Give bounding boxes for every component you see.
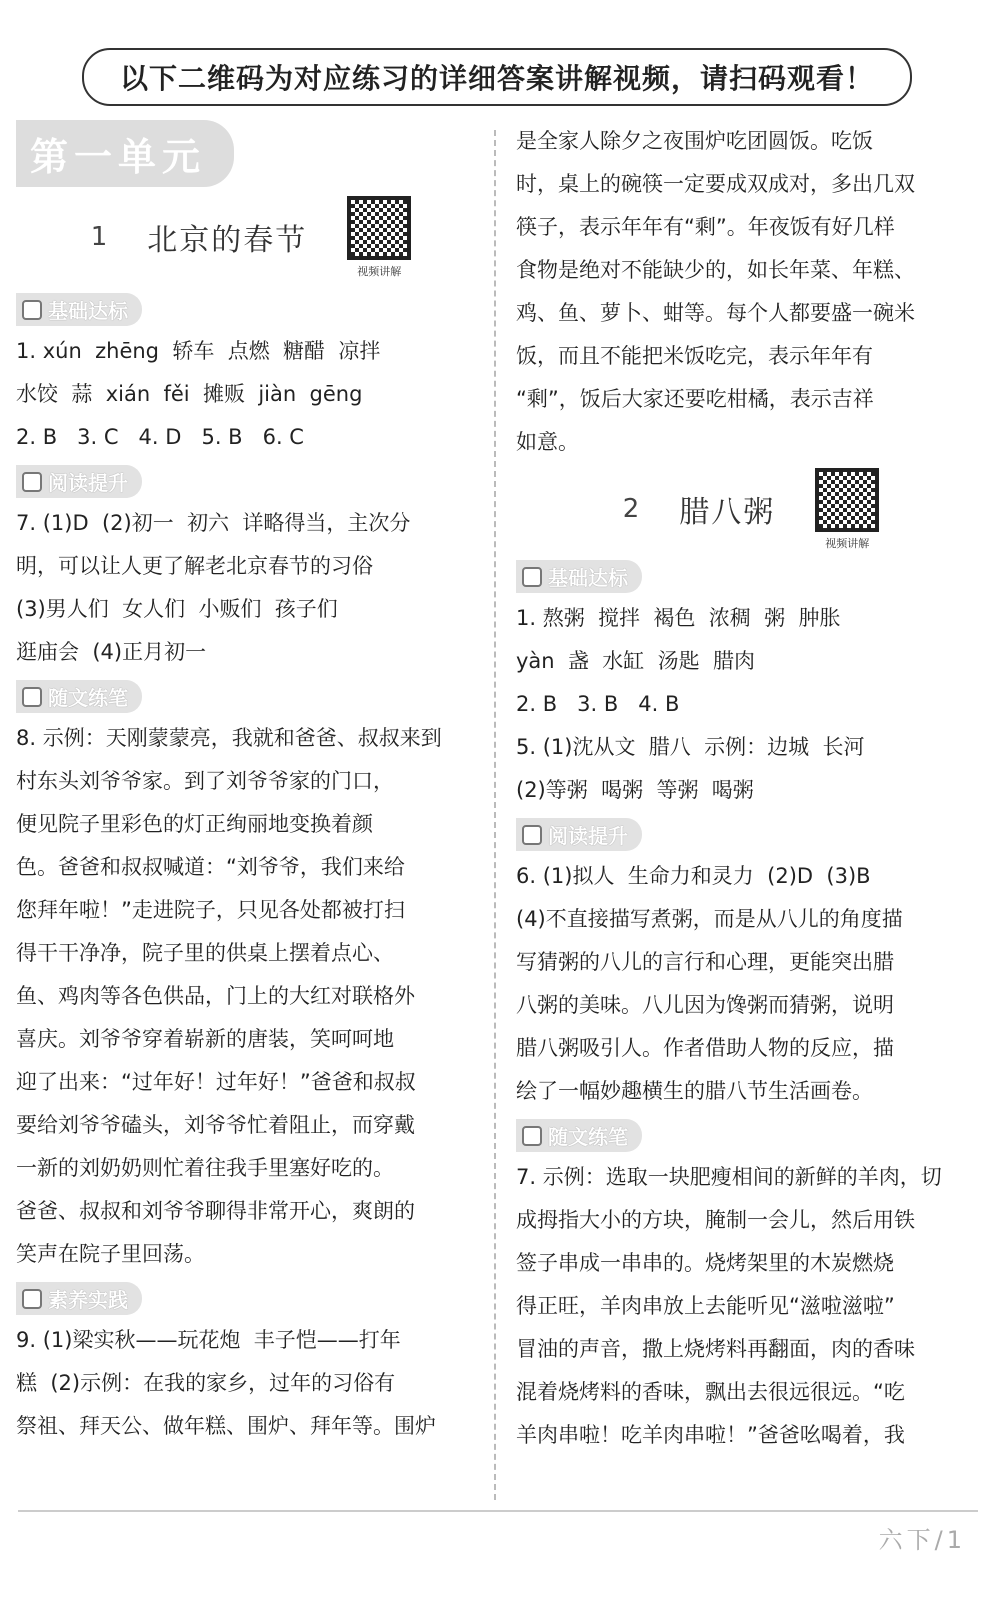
answer-line: 八粥的美味。八儿因为馋粥而猜粥，说明 (516, 993, 894, 1017)
answer-line: 签子串成一串串的。烧烤架里的木炭燃烧 (516, 1251, 894, 1275)
answer-line: 2. B 3. C 4. D 5. B 6. C (16, 425, 304, 449)
reading-icon (22, 472, 42, 492)
answer-line: 得干干净净，院子里的供桌上摆着点心、 (16, 941, 394, 965)
qr-caption: 视频讲解 (825, 536, 870, 550)
answer-line: 冒油的声音，撒上烧烤料再翻面，肉的香味 (516, 1337, 915, 1361)
answer-line: 绘了一幅妙趣横生的腊八节生活画卷。 (516, 1079, 873, 1103)
section-tag: 阅读提升 (516, 818, 642, 851)
qr-code[interactable] (347, 196, 411, 279)
banner: 以下二维码为对应练习的详细答案讲解视频，请扫码观看！ (82, 48, 912, 106)
answer-line: 逛庙会 (4)正月初一 (16, 640, 207, 664)
lesson-1-header (16, 187, 486, 287)
answer-line: (3)男人们 女人们 小贩们 孩子们 (16, 597, 338, 621)
answer-line: 如意。 (516, 430, 579, 454)
answer-line: 水饺 蒜 xián fěi 摊贩 jiàn gēng (16, 382, 363, 406)
bulb-icon (22, 1289, 42, 1309)
answer-line: 迎了出来：“过年好！过年好！”爸爸和叔叔 (16, 1070, 416, 1094)
lesson-number: 2 (622, 494, 640, 524)
qr-code[interactable] (815, 468, 879, 551)
answer-line: 1. 熬粥 搅拌 褐色 浓稠 粥 肿胀 (516, 606, 841, 630)
book-icon (22, 300, 42, 320)
lesson-title: 腊八粥 (679, 495, 776, 530)
answer-line: 祭祖、拜天公、做年糕、围炉、拜年等。围炉 (16, 1414, 436, 1438)
pen-icon (522, 1126, 542, 1146)
section-tag: 基础达标 (516, 560, 642, 593)
answer-line: 7. 示例：选取一块肥瘦相间的新鲜的羊肉，切 (516, 1165, 942, 1189)
page-number: 六下/1 (878, 1526, 966, 1554)
answer-line: (4)不直接描写煮粥，而是从八儿的角度描 (516, 907, 903, 931)
answer-line: 8. 示例：天刚蒙蒙亮，我就和爸爸、叔叔来到 (16, 726, 442, 750)
lesson-number: 1 (90, 222, 108, 252)
qr-code-icon (347, 196, 411, 260)
answer-line: 6. (1)拟人 生命力和灵力 (2)D (3)B (516, 864, 871, 888)
answer-line: 鱼、鸡肉等各色供品，门上的大红对联格外 (16, 984, 415, 1008)
answer-line: 羊肉串啦！吃羊肉串啦！”爸爸吆喝着，我 (516, 1423, 905, 1447)
section-tag: 随文练笔 (516, 1119, 642, 1152)
answer-line: 得正旺，羊肉串放上去能听见“滋啦滋啦” (516, 1294, 895, 1318)
unit-title: 第一单元 (16, 120, 234, 187)
answer-line: 糕 (2)示例：在我的家乡，过年的习俗有 (16, 1371, 396, 1395)
answer-line: 腊八粥吸引人。作者借助人物的反应，描 (516, 1036, 894, 1060)
answer-line: 鸡、鱼、萝卜、蚶等。每个人都要盛一碗米 (516, 301, 915, 325)
answer-line: 写猜粥的八儿的言行和心理，更能突出腊 (516, 950, 894, 974)
answer-line: 5. (1)沈从文 腊八 示例：边城 长河 (516, 735, 865, 759)
answer-line: 2. B 3. B 4. B (516, 692, 680, 716)
answer-line: “剩”，饭后大家还要吃柑橘，表示吉祥 (516, 387, 874, 411)
answer-line: 时，桌上的碗筷一定要成双成对，多出几双 (516, 172, 915, 196)
answer-line: 您拜年啦！”走进院子，只见各处都被打扫 (16, 898, 405, 922)
lesson-2-header (516, 464, 986, 554)
answer-line: 成拇指大小的方块，腌制一会儿，然后用铁 (516, 1208, 915, 1232)
answer-line: 一新的刘奶奶则忙着往我手里塞好吃的。 (16, 1156, 394, 1180)
lesson-title: 北京的春节 (147, 223, 308, 258)
answer-line: 色。爸爸和叔叔喊道：“刘爷爷，我们来给 (16, 855, 405, 879)
section-tag: 阅读提升 (16, 465, 142, 498)
answer-line: 笑声在院子里回荡。 (16, 1242, 205, 1266)
answer-line: 饭，而且不能把米饭吃完，表示年年有 (516, 344, 873, 368)
section-tag: 随文练笔 (16, 680, 142, 713)
answer-line: 9. (1)梁实秋——玩花炮 丰子恺——打年 (16, 1328, 401, 1352)
answer-line: 混着烧烤料的香味，飘出去很远很远。“吃 (516, 1380, 905, 1404)
answer-line: 是全家人除夕之夜围炉吃团圆饭。吃饭 (516, 129, 873, 153)
answer-line: 1. xún zhēng 轿车 点燃 糖醋 凉拌 (16, 339, 381, 363)
answer-line: 食物是绝对不能缺少的，如长年菜、年糕、 (516, 258, 915, 282)
book-icon (522, 567, 542, 587)
footer-rule (18, 1510, 978, 1512)
qr-code-icon (815, 468, 879, 532)
answer-line: 村东头刘爷爷家。到了刘爷爷家的门口， (16, 769, 394, 793)
answer-line: 要给刘爷爷磕头，刘爷爷忙着阻止，而穿戴 (16, 1113, 415, 1137)
answer-line: 明，可以让人更了解老北京春节的习俗 (16, 554, 373, 578)
answer-line: 筷子，表示年年有“剩”。年夜饭有好几样 (516, 215, 895, 239)
column-divider (494, 130, 496, 1500)
answer-line: 喜庆。刘爷爷穿着崭新的唐装，笑呵呵地 (16, 1027, 394, 1051)
section-tag: 素养实践 (16, 1282, 142, 1315)
qr-caption: 视频讲解 (357, 264, 402, 278)
pen-icon (22, 687, 42, 707)
answer-line: 便见院子里彩色的灯正绚丽地变换着颜 (16, 812, 373, 836)
section-tag: 基础达标 (16, 293, 142, 326)
answer-line: (2)等粥 喝粥 等粥 喝粥 (516, 778, 754, 802)
reading-icon (522, 825, 542, 845)
answer-line: 7. (1)D (2)初一 初六 详略得当，主次分 (16, 511, 411, 535)
answer-line: 爸爸、叔叔和刘爷爷聊得非常开心，爽朗的 (16, 1199, 415, 1223)
answer-line: yàn 盏 水缸 汤匙 腊肉 (516, 649, 756, 673)
left-column (16, 120, 486, 1448)
right-column (516, 120, 986, 1457)
